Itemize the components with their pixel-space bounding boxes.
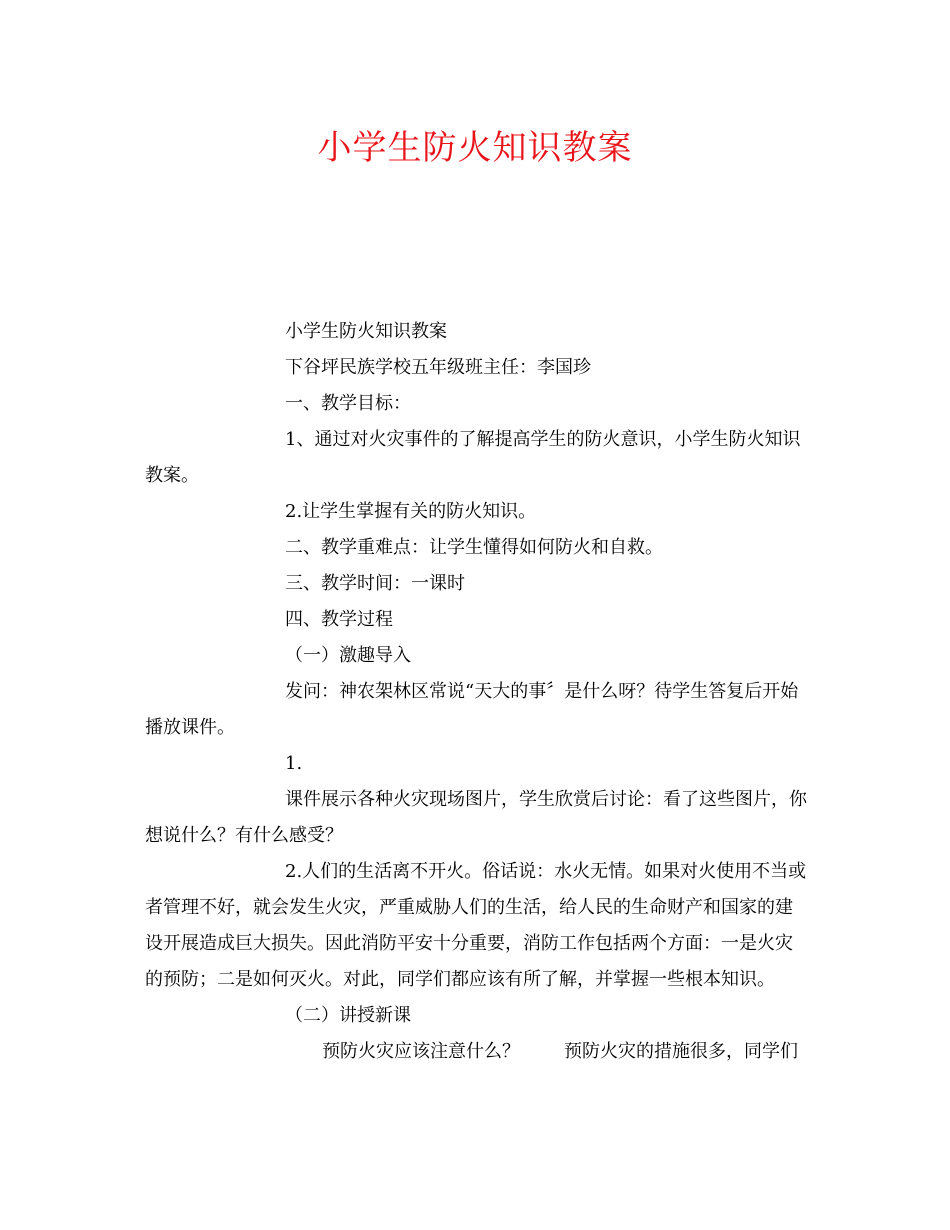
last-line-answer: 预防火灾的措施很多，同学们	[564, 1041, 798, 1062]
paragraph: 三、教学时间：一课时	[285, 573, 465, 594]
paragraph: 2.让学生掌握有关的防火知识。	[285, 501, 537, 522]
paragraph: 1、通过对火灾事件的了解提高学生的防火意识，小学生防火知识教案。	[145, 429, 801, 486]
document-title: 小学生防火知识教案	[317, 128, 633, 168]
document-body	[145, 314, 810, 1070]
paragraph: （一）激趣导入	[285, 645, 411, 666]
paragraph: 小学生防火知识教案	[285, 321, 447, 342]
paragraph: 发问：神农架林区常说“天大的事〞是什么呀？待学生答复后开始播放课件。	[145, 681, 799, 738]
paragraph: 下谷坪民族学校五年级班主任：李国珍	[285, 357, 591, 378]
last-line-question: 预防火灾应该注意什么？	[322, 1041, 520, 1062]
paragraph: 课件展示各种火灾现场图片，学生欣赏后讨论：看了这些图片，你想说什么？有什么感受？	[145, 789, 807, 846]
paragraph-last	[145, 1034, 810, 1070]
paragraph: 1.	[285, 753, 303, 774]
paragraph: 二、教学重难点：让学生懂得如何防火和自救。	[285, 537, 663, 558]
paragraph: 一、教学目标：	[285, 393, 411, 414]
paragraph: （二）讲授新课	[285, 1005, 411, 1026]
paragraph: 2.人们的生活离不开火。俗话说：水火无情。如果对火使用不当或者管理不好，就会发生火灾，严重威胁人们的生活，给人民的生命财产和国家的建设开展造成巨大损失。因此消防平安十分重要，消防工作包括两个方面：一是火灾的预防；二是如何灭火。对此，同学们都应该有所了解，并掌握一些根本知识。	[145, 861, 807, 990]
paragraph: 四、教学过程	[285, 609, 393, 630]
